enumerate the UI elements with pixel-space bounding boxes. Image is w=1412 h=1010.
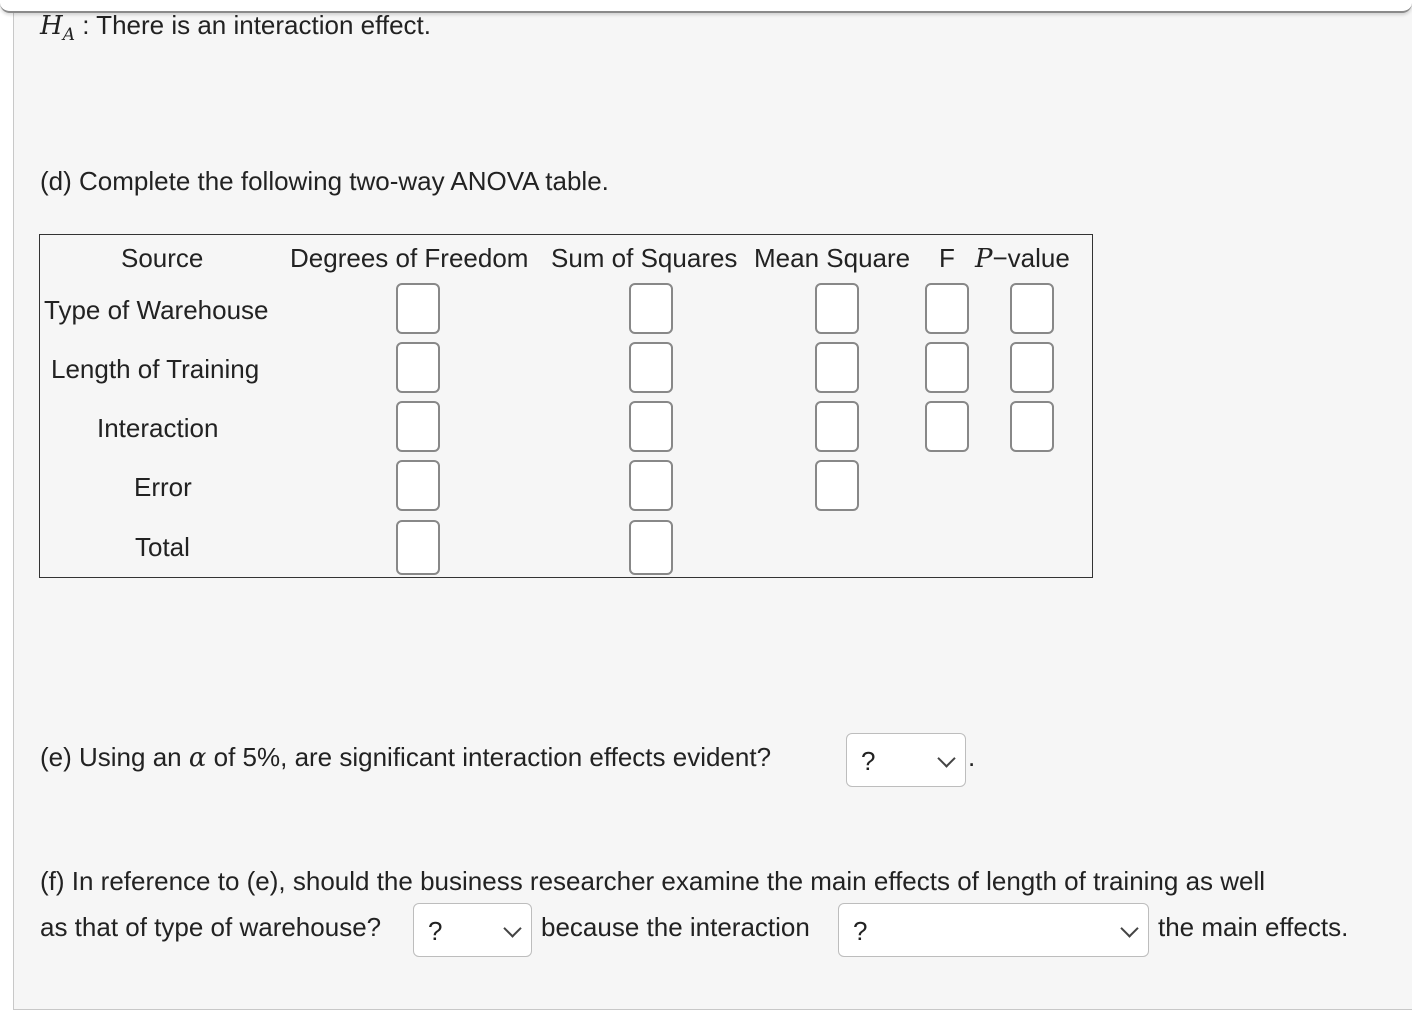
part-f-line2-start: as that of type of warehouse?	[40, 912, 382, 942]
ms-length-of-training-input[interactable]	[815, 342, 859, 393]
part-e-prompt	[40, 742, 771, 773]
ms-error-input[interactable]	[815, 460, 859, 511]
header-p-value	[975, 243, 1070, 274]
part-e-text-before: (e) Using an	[40, 742, 189, 772]
df-length-of-training-input[interactable]	[396, 342, 440, 393]
chevron-down-icon	[937, 749, 955, 767]
alpha-symbol: α	[188, 743, 207, 773]
ss-type-of-warehouse-input[interactable]	[629, 283, 673, 334]
p-length-of-training-input[interactable]	[1010, 342, 1054, 393]
ss-error-input[interactable]	[629, 460, 673, 511]
hypothesis-text: : There is an interaction effect.	[82, 10, 431, 40]
ms-interaction-input[interactable]	[815, 401, 859, 452]
examine-main-effects-value: ?	[428, 916, 443, 946]
header-mean-square: Mean Square	[754, 243, 911, 273]
part-d-prompt: (d) Complete the following two-way ANOVA table.	[40, 166, 609, 196]
df-total-input[interactable]	[396, 520, 440, 575]
df-error-input[interactable]	[396, 460, 440, 511]
chevron-down-icon	[1120, 919, 1138, 937]
row-label-interaction: Interaction	[97, 413, 219, 443]
header-sum-of-squares: Sum of Squares	[551, 243, 738, 273]
chevron-down-icon	[503, 919, 521, 937]
f-length-of-training-input[interactable]	[925, 342, 969, 393]
interaction-evident-value: ?	[861, 746, 876, 776]
ss-length-of-training-input[interactable]	[629, 342, 673, 393]
df-type-of-warehouse-input[interactable]	[396, 283, 440, 334]
row-label-error: Error	[134, 472, 192, 502]
hypothesis-subscript: A	[62, 25, 75, 45]
ss-total-input[interactable]	[629, 520, 673, 575]
hypothesis-symbol: H	[40, 11, 63, 41]
anova-table	[39, 234, 1093, 578]
header-degrees-of-freedom: Degrees of Freedom	[290, 243, 529, 273]
part-f-line1: (f) In reference to (e), should the business researcher examine the main effects of length of training as well	[40, 866, 1266, 896]
row-label-type-of-warehouse: Type of Warehouse	[44, 295, 269, 325]
df-interaction-input[interactable]	[396, 401, 440, 452]
p-suffix: −value	[992, 243, 1070, 273]
header-f: F	[939, 243, 955, 273]
f-type-of-warehouse-input[interactable]	[925, 283, 969, 334]
f-interaction-input[interactable]	[925, 401, 969, 452]
p-symbol: P	[975, 244, 993, 274]
row-label-length-of-training: Length of Training	[51, 354, 260, 384]
interaction-relation-value: ?	[853, 916, 868, 946]
interaction-relation-select[interactable]	[838, 903, 1149, 957]
ss-interaction-input[interactable]	[629, 401, 673, 452]
header-source: Source	[121, 243, 204, 273]
part-e-period: .	[968, 742, 976, 772]
part-f-line2-middle: because the interaction	[541, 912, 810, 942]
part-e-text-after: of 5%, are significant interaction effects evident?	[206, 742, 772, 772]
p-interaction-input[interactable]	[1010, 401, 1054, 452]
examine-main-effects-select[interactable]	[413, 903, 532, 957]
p-type-of-warehouse-input[interactable]	[1010, 283, 1054, 334]
row-label-total: Total	[135, 532, 190, 562]
interaction-evident-select[interactable]	[846, 733, 966, 787]
alternative-hypothesis	[40, 10, 431, 45]
part-f-line2-end: the main effects.	[1158, 912, 1349, 942]
ms-type-of-warehouse-input[interactable]	[815, 283, 859, 334]
